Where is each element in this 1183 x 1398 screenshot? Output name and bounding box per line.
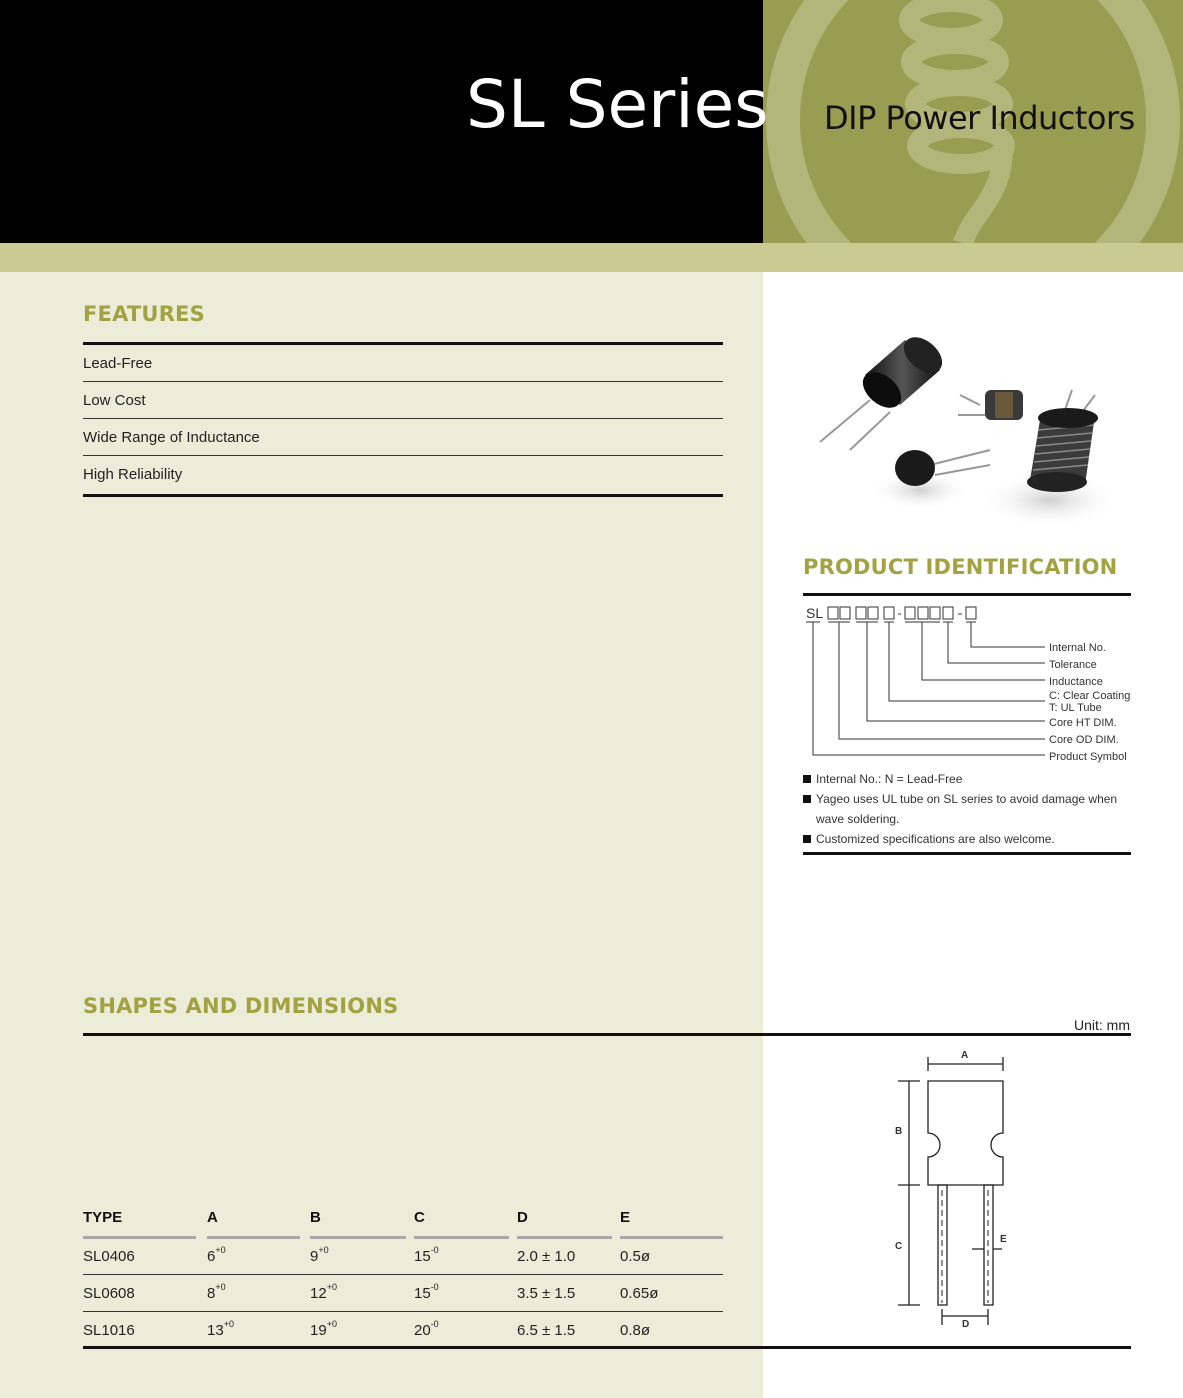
table-cell-type: SL0406 [83, 1248, 135, 1265]
table-cell-type: SL1016 [83, 1322, 135, 1339]
unit-label: Unit: mm [1074, 1017, 1130, 1033]
column-header-type: TYPE [83, 1209, 123, 1226]
column-header-c: C [414, 1209, 425, 1226]
drawing-label-b: B [895, 1126, 903, 1137]
pid-label-inductance: Inductance [1049, 676, 1103, 688]
table-cell-a: $8^{+0}$ [207, 1282, 226, 1302]
feature-item: Wide Range of Inductance [83, 429, 260, 446]
pid-note: wave soldering. [816, 812, 900, 826]
pid-label-core-ht: Core HT DIM. [1049, 717, 1117, 729]
table-cell-d: 6.5 ± 1.5 [517, 1322, 576, 1339]
table-cell-b: $19^{+0}$ [310, 1319, 337, 1339]
header-underline [517, 1236, 612, 1239]
divider [83, 455, 723, 456]
pid-code-prefix: SL [806, 605, 824, 621]
shapes-heading: SHAPES AND DIMENSIONS [83, 994, 399, 1018]
table-row-divider [83, 1311, 723, 1312]
header-underline [83, 1236, 196, 1239]
column-header-e: E [620, 1209, 631, 1226]
pid-label-tolerance: Tolerance [1049, 659, 1097, 671]
header-underline [414, 1236, 509, 1239]
header-underline [310, 1236, 406, 1239]
header-band [0, 243, 1183, 272]
pid-note: Yageo uses UL tube on SL series to avoid damage when [816, 792, 1118, 806]
page-title: SL Series [466, 66, 769, 143]
divider [83, 381, 723, 382]
inductor-dimension-drawing [880, 1045, 1030, 1345]
pid-label-ul-tube: T: UL Tube [1049, 702, 1102, 714]
table-cell-b: $12^{+0}$ [310, 1282, 337, 1302]
header-underline [207, 1236, 300, 1239]
pid-note: Customized specifications are also welcome. [816, 832, 1055, 846]
shapes-top-rule [83, 1033, 1131, 1036]
pid-label-core-od: Core OD DIM. [1049, 734, 1119, 746]
features-heading: FEATURES [83, 302, 205, 326]
table-cell-d: 2.0 ± 1.0 [517, 1248, 576, 1265]
product-identification-heading: PRODUCT IDENTIFICATION [803, 555, 1118, 579]
table-cell-c: $20^{-0}$ [414, 1319, 439, 1339]
features-top-rule [83, 342, 723, 345]
table-cell-a: $13^{+0}$ [207, 1319, 234, 1339]
table-cell-e: 0.65ø [620, 1285, 659, 1302]
shapes-bottom-rule [83, 1346, 1131, 1349]
feature-item: Low Cost [83, 392, 146, 409]
column-header-b: B [310, 1209, 321, 1226]
drawing-label-a: A [961, 1050, 969, 1061]
divider [83, 418, 723, 419]
table-cell-e: 0.5ø [620, 1248, 651, 1265]
table-cell-c: $15^{-0}$ [414, 1282, 439, 1302]
page-subtitle: DIP Power Inductors [824, 99, 1135, 137]
pid-bottom-rule [803, 852, 1131, 855]
table-cell-c: $15^{-0}$ [414, 1245, 439, 1265]
feature-item: High Reliability [83, 466, 183, 483]
header-underline [620, 1236, 723, 1239]
bullet-icon [803, 795, 811, 803]
bullet-icon [803, 835, 811, 843]
features-bottom-rule [83, 494, 723, 497]
table-row-divider [83, 1274, 723, 1275]
pid-label-product-symbol: Product Symbol [1049, 751, 1127, 763]
drawing-label-c: C [895, 1241, 903, 1252]
feature-item: Lead-Free [83, 355, 153, 372]
drawing-label-e: E [1000, 1234, 1007, 1245]
column-header-d: D [517, 1209, 528, 1226]
pid-top-rule [803, 593, 1131, 596]
table-cell-a: $6^{+0}$ [207, 1245, 226, 1265]
pid-label-clear-coating: C: Clear Coating [1049, 690, 1131, 702]
inductor-product-photo [810, 320, 1130, 540]
table-cell-e: 0.8ø [620, 1322, 651, 1339]
column-header-a: A [207, 1209, 218, 1226]
table-cell-b: $9^{+0}$ [310, 1245, 329, 1265]
table-cell-d: 3.5 ± 1.5 [517, 1285, 576, 1302]
bullet-icon [803, 775, 811, 783]
pid-label-internal-no: Internal No. [1049, 642, 1106, 654]
pid-note: Internal No.: N = Lead-Free [816, 772, 963, 786]
drawing-label-d: D [962, 1319, 970, 1330]
table-cell-type: SL0608 [83, 1285, 135, 1302]
